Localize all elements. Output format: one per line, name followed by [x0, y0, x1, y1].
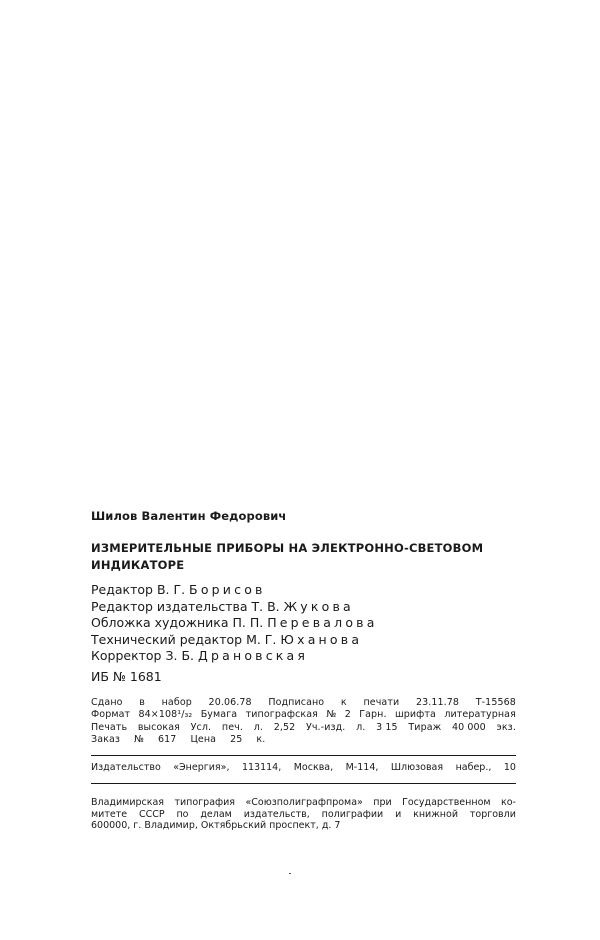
book-title-line-2: ИНДИКАТОРЕ	[91, 558, 185, 572]
production-word: 40 000	[451, 721, 486, 733]
printer-word: типография	[174, 797, 236, 808]
printer-info	[91, 797, 516, 832]
production-word: 25	[230, 733, 243, 745]
publisher-word: М-114,	[345, 762, 379, 773]
production-word: 20.06.78	[208, 697, 252, 708]
publisher-word: 113114,	[241, 762, 282, 773]
production-word: Сдано	[91, 697, 123, 708]
credit-surname: Борисов	[189, 582, 266, 597]
production-word: Цена	[190, 733, 217, 745]
production-word: шрифта	[394, 709, 436, 721]
production-word: Уч.-изд.	[305, 721, 346, 733]
credit-initials: В. Г.	[156, 582, 186, 597]
publisher-address	[91, 762, 516, 773]
printer-word: «Союзполиграфпрома»	[245, 797, 363, 808]
production-word: 617	[158, 733, 177, 745]
printer-word: издательств,	[243, 808, 310, 820]
publisher-word: «Энергия»,	[173, 762, 230, 773]
production-word: л.	[356, 721, 366, 733]
credit-surname: Жукова	[283, 598, 354, 614]
credit-surname: Юханова	[280, 631, 363, 647]
production-word: Усл.	[190, 721, 212, 733]
credit-line	[91, 648, 516, 665]
printer-word: делам	[200, 808, 232, 820]
credits-list	[91, 582, 516, 665]
book-title	[91, 540, 516, 574]
production-word: печ.	[221, 721, 243, 733]
publisher-word: набер.,	[455, 762, 492, 773]
book-title-line-1: ИЗМЕРИТЕЛЬНЫЕ ПРИБОРЫ НА ЭЛЕКТРОННО-СВЕТОВОМ	[91, 541, 484, 555]
production-word: Бумага	[200, 709, 238, 721]
production-line-1	[91, 697, 516, 709]
printer-word: книжной	[413, 808, 458, 820]
printer-word: по	[176, 808, 189, 820]
ib-number: ИБ № 1681	[91, 669, 162, 684]
divider-top	[91, 755, 516, 756]
production-word: литературная	[444, 709, 516, 721]
author-name: Шилов Валентин Федорович	[91, 509, 287, 523]
production-data	[91, 697, 516, 746]
production-word: 84×108¹/₃₂	[138, 709, 193, 721]
credit-role: Редактор	[91, 582, 153, 597]
printer-word: и	[395, 808, 402, 820]
printer-word: при	[373, 797, 392, 808]
credit-initials: П. П.	[232, 615, 264, 630]
production-word: Т-15568	[475, 697, 516, 708]
printer-line-1	[91, 797, 516, 809]
credit-surname: Драновская	[197, 648, 309, 663]
printer-line-2	[91, 809, 516, 821]
credit-line	[91, 632, 516, 649]
production-word: Заказ	[91, 733, 121, 745]
production-word: Подписано	[268, 697, 325, 708]
production-line-4	[91, 734, 516, 746]
production-word: 23.11.78	[415, 697, 460, 708]
credit-role: Обложка художника	[91, 615, 229, 630]
printer-word: полиграфии	[321, 808, 384, 820]
production-word: 2,52	[273, 721, 296, 733]
production-word: №	[134, 733, 145, 745]
credit-role: Технический редактор	[91, 631, 243, 647]
production-word: Печать	[91, 721, 128, 733]
publisher-word: 10	[503, 762, 516, 773]
publisher-word: Издательство	[91, 762, 161, 773]
production-word: Тираж	[408, 721, 442, 733]
production-line-2	[91, 709, 516, 721]
production-word: №	[326, 709, 337, 721]
credit-initials: М. Г.	[246, 631, 277, 647]
printer-line-3: 600000, г. Владимир, Октябрьский проспект, д. 7	[91, 820, 341, 832]
production-word: печати	[363, 697, 400, 708]
printer-word: Государственном	[402, 797, 491, 808]
printer-word: Владимирская	[91, 797, 165, 808]
production-word: 3 15	[376, 721, 398, 733]
production-word: Гарн.	[359, 709, 387, 721]
production-line-3	[91, 722, 516, 734]
printer-word: торговли	[469, 808, 516, 820]
credit-line	[91, 599, 516, 616]
production-word: к.	[256, 733, 266, 745]
credit-initials: Т. В.	[251, 598, 280, 614]
production-word: л.	[253, 721, 263, 733]
credit-line	[91, 615, 516, 632]
printer-word: митете	[91, 808, 128, 820]
credit-surname: Перевалова	[267, 615, 378, 630]
print-speck	[289, 873, 291, 874]
credit-role: Редактор издательства	[91, 598, 248, 614]
production-word: Формат	[91, 709, 131, 721]
printer-word: СССР	[138, 808, 165, 820]
production-word: экз.	[496, 721, 516, 733]
production-word: набор	[161, 697, 192, 708]
divider-bottom	[91, 783, 516, 784]
printer-word: ко-	[500, 797, 516, 808]
publisher-word: Москва,	[293, 762, 334, 773]
production-word: к	[340, 697, 347, 708]
production-word: в	[139, 697, 145, 708]
credit-initials: З. Б.	[165, 648, 194, 663]
credit-line	[91, 582, 516, 599]
publisher-word: Шлюзовая	[390, 762, 444, 773]
production-word: типографская	[245, 709, 318, 721]
production-word: высокая	[137, 721, 180, 733]
production-word: 2	[344, 709, 351, 721]
credit-role: Корректор	[91, 648, 162, 663]
